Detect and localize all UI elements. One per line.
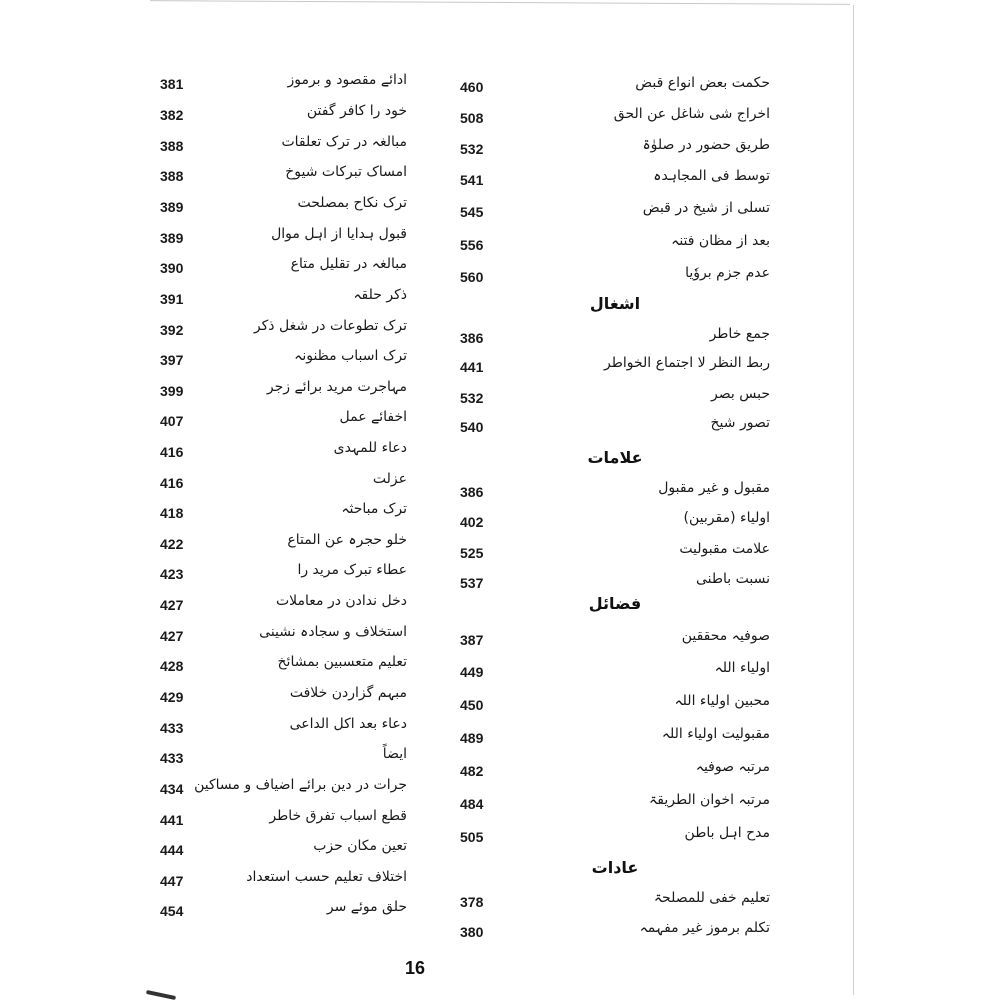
index-entry xyxy=(160,532,445,558)
entry-title: حکمت بعض انواع قبض xyxy=(635,75,770,91)
index-entry xyxy=(460,75,770,101)
entry-title: عطاء تبرک مرید را xyxy=(297,562,407,578)
index-entry xyxy=(160,256,445,282)
entry-page-number: 556 xyxy=(460,237,484,253)
entry-page-number: 433 xyxy=(160,720,184,736)
scan-page-edge-top xyxy=(150,0,850,11)
entry-page-number: 434 xyxy=(160,781,184,797)
entry-title: قبول ہدایا از اہل موال xyxy=(271,226,407,242)
entry-title: صوفیہ محققین xyxy=(681,628,770,644)
index-entry xyxy=(460,920,770,946)
entry-page-number: 416 xyxy=(160,475,184,491)
entry-page-number: 444 xyxy=(160,842,184,858)
entry-page-number: 482 xyxy=(460,763,484,779)
entry-page-number: 388 xyxy=(160,138,184,154)
entry-title: خود را کافر گفتن xyxy=(306,103,407,119)
index-entry xyxy=(460,200,770,226)
index-entry xyxy=(460,792,770,818)
entry-title: تعلیم خفی للمصلحۃ xyxy=(653,890,770,906)
index-entry xyxy=(160,409,445,435)
entry-title: تصور شیخ xyxy=(710,415,770,431)
section-heading: عادات xyxy=(591,858,639,877)
entry-page-number: 402 xyxy=(460,514,484,530)
entry-title: ترک مباحثہ xyxy=(341,501,407,517)
entry-title: تکلم برموز غیر مفہمہ xyxy=(639,920,770,936)
index-entry xyxy=(160,134,445,160)
entry-page-number: 389 xyxy=(160,199,184,215)
entry-title: مرتبہ اخوان الطریقۃ xyxy=(649,792,770,808)
entry-title: ترک نکاح بمصلحت xyxy=(297,195,407,211)
entry-page-number: 407 xyxy=(160,413,184,429)
entry-title: اخفائے عمل xyxy=(339,409,407,425)
entry-title: ادائے مقصود و برموز xyxy=(287,72,407,88)
entry-page-number: 532 xyxy=(460,141,484,157)
entry-page-number: 380 xyxy=(460,924,484,940)
entry-title: اولیاء (مقربین) xyxy=(683,510,770,526)
index-entry xyxy=(160,226,445,252)
entry-title: ربط النظر لا اجتماع الخواطر xyxy=(604,355,770,371)
index-entry xyxy=(460,265,770,291)
entry-title: علامت مقبولیت xyxy=(679,541,770,557)
index-entry xyxy=(460,386,770,412)
index-entry xyxy=(460,355,770,381)
entry-page-number: 532 xyxy=(460,390,484,406)
entry-title: استخلاف و سجادہ نشینی xyxy=(259,624,407,640)
entry-page-number: 427 xyxy=(160,597,184,613)
index-entry xyxy=(460,137,770,163)
index-entry xyxy=(160,777,445,803)
entry-page-number: 460 xyxy=(460,79,484,95)
index-entry xyxy=(160,348,445,374)
entry-title: ایضاً xyxy=(382,746,407,762)
entry-title: حبس بصر xyxy=(711,386,770,402)
entry-title: مہاجرت مرید برائے زجر xyxy=(266,379,407,395)
entry-title: عزلت xyxy=(372,471,407,487)
index-entry xyxy=(160,501,445,527)
entry-title: نسبت باطنی xyxy=(695,571,770,587)
entry-page-number: 391 xyxy=(160,291,184,307)
entry-title: دخل ندادن در معاملات xyxy=(275,593,407,609)
page-number: 16 xyxy=(404,958,426,978)
index-entry xyxy=(160,624,445,650)
entry-page-number: 392 xyxy=(160,322,184,338)
entry-title: مرتبہ صوفیہ xyxy=(695,759,770,775)
index-entry xyxy=(160,654,445,680)
index-entry xyxy=(460,759,770,785)
index-entry xyxy=(460,628,770,654)
entry-title: توسط فی المجاہدہ xyxy=(653,168,770,184)
entry-page-number: 381 xyxy=(160,76,184,92)
entry-title: ترک اسباب مظنونہ xyxy=(294,348,407,364)
entry-title: دعاء للمہدی xyxy=(333,440,407,456)
entry-page-number: 388 xyxy=(160,168,184,184)
entry-title: ترک تطوعات در شغل ذکر xyxy=(253,318,407,334)
entry-page-number: 422 xyxy=(160,536,184,552)
entry-title: بعد از مظان فتنہ xyxy=(671,233,770,249)
index-entry xyxy=(460,168,770,194)
index-entry xyxy=(160,379,445,405)
entry-title: امساک تبرکات شیوخ xyxy=(285,164,407,180)
entry-page-number: 545 xyxy=(460,204,484,220)
entry-title: مبالغہ در ترک تعلقات xyxy=(281,134,407,150)
index-entry xyxy=(160,103,445,129)
entry-title: حلق موئے سر xyxy=(326,899,407,915)
entry-title: تسلی از شیخ در قبض xyxy=(642,200,770,216)
index-entry xyxy=(460,693,770,719)
entry-page-number: 433 xyxy=(160,750,184,766)
entry-page-number: 382 xyxy=(160,107,184,123)
section-heading: اشغال xyxy=(589,294,641,313)
index-entry xyxy=(160,685,445,711)
entry-page-number: 416 xyxy=(160,444,184,460)
index-entry xyxy=(460,541,770,567)
entry-page-number: 489 xyxy=(460,730,484,746)
index-entry xyxy=(160,716,445,742)
entry-page-number: 389 xyxy=(160,230,184,246)
entry-page-number: 541 xyxy=(460,172,484,188)
index-entry xyxy=(160,899,445,925)
index-entry xyxy=(160,287,445,313)
entry-page-number: 484 xyxy=(460,796,484,812)
entry-page-number: 397 xyxy=(160,352,184,368)
index-entry xyxy=(160,593,445,619)
index-entry xyxy=(460,233,770,259)
entry-page-number: 454 xyxy=(160,903,184,919)
index-entry xyxy=(160,471,445,497)
index-entry xyxy=(160,440,445,466)
index-entry xyxy=(460,106,770,132)
entry-title: تعلیم متعسبین بمشائخ xyxy=(277,654,407,670)
index-entry xyxy=(160,562,445,588)
entry-title: جرات در دین برائے اضیاف و مساکین xyxy=(194,777,407,793)
entry-title: تعین مکان حزب xyxy=(313,838,407,854)
entry-page-number: 447 xyxy=(160,873,184,889)
entry-page-number: 418 xyxy=(160,505,184,521)
index-entry xyxy=(460,326,770,352)
index-entry xyxy=(160,838,445,864)
index-entry xyxy=(460,415,770,441)
index-entry xyxy=(160,746,445,772)
entry-page-number: 429 xyxy=(160,689,184,705)
index-entry xyxy=(160,318,445,344)
entry-page-number: 449 xyxy=(460,664,484,680)
entry-title: جمع خاطر xyxy=(709,326,770,342)
entry-title: طریق حضور در صلوٰۃ xyxy=(642,137,770,153)
index-entry xyxy=(160,195,445,221)
entry-page-number: 428 xyxy=(160,658,184,674)
section-heading: فضائل xyxy=(588,594,642,613)
entry-page-number: 441 xyxy=(160,812,184,828)
entry-title: مدح اہل باطن xyxy=(684,825,770,841)
entry-title: ذکر حلقہ xyxy=(353,287,407,303)
entry-page-number: 537 xyxy=(460,575,484,591)
entry-page-number: 441 xyxy=(460,359,484,375)
index-entry xyxy=(460,890,770,916)
entry-page-number: 390 xyxy=(160,260,184,276)
scan-page-edge-right xyxy=(853,5,854,995)
entry-title: اولیاء اللہ xyxy=(714,660,770,676)
entry-page-number: 540 xyxy=(460,419,484,435)
entry-title: اخراج شی شاغل عن الحق xyxy=(613,106,770,122)
entry-title: مبالغہ در تقلیل متاع xyxy=(290,256,407,272)
entry-page-number: 505 xyxy=(460,829,484,845)
entry-page-number: 508 xyxy=(460,110,484,126)
section-heading: علامات xyxy=(587,448,643,467)
entry-title: اختلاف تعلیم حسب استعداد xyxy=(246,869,407,885)
entry-page-number: 378 xyxy=(460,894,484,910)
index-entry xyxy=(160,72,445,98)
entry-page-number: 423 xyxy=(160,566,184,582)
entry-page-number: 386 xyxy=(460,330,484,346)
entry-page-number: 560 xyxy=(460,269,484,285)
index-entry xyxy=(460,825,770,851)
entry-title: قطع اسباب تفرق خاطر xyxy=(269,808,407,824)
entry-page-number: 399 xyxy=(160,383,184,399)
index-entry xyxy=(160,869,445,895)
entry-title: دعاء بعد اکل الداعی xyxy=(289,716,407,732)
entry-title: محبین اولیاء اللہ xyxy=(674,693,770,709)
entry-title: مقبول و غیر مقبول xyxy=(658,480,770,496)
entry-page-number: 525 xyxy=(460,545,484,561)
index-entry xyxy=(460,660,770,686)
index-entry xyxy=(460,510,770,536)
entry-title: عدم جزم بروٗیا xyxy=(685,265,770,281)
scan-mark xyxy=(146,990,176,1000)
entry-page-number: 427 xyxy=(160,628,184,644)
entry-title: مبہم گزاردن خلافت xyxy=(289,685,407,701)
index-entry xyxy=(460,480,770,506)
entry-page-number: 450 xyxy=(460,697,484,713)
entry-page-number: 386 xyxy=(460,484,484,500)
index-entry xyxy=(160,164,445,190)
index-entry xyxy=(460,726,770,752)
entry-title: مقبولیت اولیاء اللہ xyxy=(661,726,770,742)
entry-title: خلو حجرہ عن المتاع xyxy=(287,532,407,548)
index-entry xyxy=(160,808,445,834)
entry-page-number: 387 xyxy=(460,632,484,648)
